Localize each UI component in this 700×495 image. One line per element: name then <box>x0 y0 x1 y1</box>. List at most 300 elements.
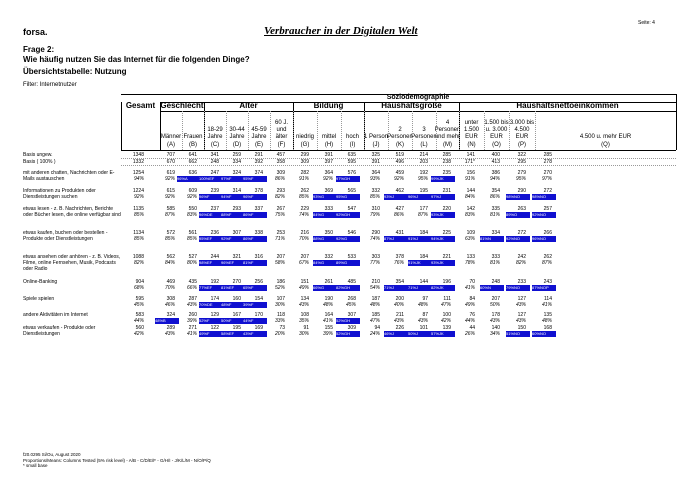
cell-count: 270 <box>232 279 241 285</box>
column-heading: 4.500 u. mehr EUR <box>579 134 632 140</box>
cell-percent: 43%F <box>243 331 267 337</box>
cell-percent: 92%F <box>221 236 245 242</box>
cell-percent: 30% <box>298 331 309 337</box>
cell-count: 496 <box>395 159 404 165</box>
cell-percent: 93%J <box>384 194 408 200</box>
cell-percent: 85% <box>133 212 144 218</box>
row-label: etwas ansehen oder anhören - z. B. Videos, Filme, online Fernsehen, Musik, Podcasts oder Radio <box>23 254 121 272</box>
cell-percent: 70% <box>298 236 309 242</box>
column-heading: 2 Personen <box>387 127 413 140</box>
cell-count: 226 <box>395 325 404 331</box>
cell-count: 641 <box>188 152 197 158</box>
cell-count: 207 <box>276 254 285 260</box>
cell-percent: 65%F <box>243 285 267 291</box>
cell-percent: 92% <box>164 194 175 200</box>
cell-percent: 49% <box>464 302 475 308</box>
cell-count: 427 <box>395 206 404 212</box>
cell-count: 546 <box>347 230 356 236</box>
cell-count: 585 <box>166 206 175 212</box>
cell-percent: 30% <box>274 302 285 308</box>
cell-count: 164 <box>324 312 333 318</box>
cell-percent: 93%JK <box>431 212 455 218</box>
cell-percent: 92% <box>393 176 404 182</box>
cell-percent: 42% <box>133 331 144 337</box>
cell-count: 186 <box>276 279 285 285</box>
cell-percent: 34% <box>489 331 500 337</box>
cell-count: 174 <box>210 296 219 302</box>
cell-percent: 94% <box>489 176 500 182</box>
cell-percent: 87% <box>417 212 428 218</box>
cell-percent: 100%EF <box>199 176 223 182</box>
cell-count: 595 <box>347 159 356 165</box>
rule <box>317 111 318 150</box>
cell-percent: 78% <box>464 260 475 266</box>
cell-percent: 43% <box>489 318 500 324</box>
row-label: mit anderen chatten, Nachrichten oder E-Mails austauschen <box>23 170 115 182</box>
cell-count: 272 <box>543 188 552 194</box>
cell-percent: 97%GH <box>336 176 360 182</box>
cell-percent: 45% <box>133 302 144 308</box>
cell-count: 462 <box>395 188 404 194</box>
cell-count: 583 <box>135 312 144 318</box>
cell-percent: 77%EF <box>199 285 223 291</box>
cell-count: 285 <box>543 152 552 158</box>
cell-count: 350 <box>324 230 333 236</box>
cell-count: 84 <box>469 296 475 302</box>
cell-count: 261 <box>324 279 333 285</box>
cell-count: 334 <box>232 159 241 165</box>
cell-percent: 81%F <box>243 260 267 266</box>
cell-count: 334 <box>491 230 500 236</box>
brand-logo: forsa. <box>23 27 48 37</box>
cell-percent: 97%J <box>431 194 455 200</box>
cell-percent: 96%NO <box>532 236 556 242</box>
cell-percent: 26% <box>464 331 475 337</box>
cell-percent: 82%GH <box>336 285 360 291</box>
cell-percent: 98%NO <box>532 194 556 200</box>
cell-count: 262 <box>300 188 309 194</box>
rule <box>160 111 676 112</box>
cell-count: 565 <box>347 188 356 194</box>
cell-percent: 50%F <box>221 318 245 324</box>
cell-count: 392 <box>254 159 263 165</box>
cell-count: 170 <box>254 312 263 318</box>
cell-count: 307 <box>232 230 241 236</box>
cell-percent: 49% <box>298 285 309 291</box>
cell-percent: 92%G <box>336 236 360 242</box>
cell-count: 185 <box>371 312 380 318</box>
cell-percent: 83% <box>186 212 197 218</box>
cell-count: 190 <box>324 296 333 302</box>
cell-percent: 35% <box>298 318 309 324</box>
column-code: (G) <box>300 142 310 148</box>
cell-percent: 86% <box>489 194 500 200</box>
cell-count: 76 <box>469 312 475 318</box>
cell-percent: 85% <box>186 236 197 242</box>
cell-percent: 46% <box>164 302 175 308</box>
cell-count: 282 <box>300 170 309 176</box>
cell-count: 333 <box>491 254 500 260</box>
cell-count: 167 <box>232 312 241 318</box>
cell-percent: 71%J <box>408 285 432 291</box>
column-code: (H) <box>324 142 334 148</box>
cell-percent: 43% <box>393 318 404 324</box>
filter-note: Filter: Internetnutzer <box>23 82 77 88</box>
cell-count: 272 <box>517 230 526 236</box>
cell-percent: 95%F <box>243 176 267 182</box>
cell-count: 271 <box>188 325 197 331</box>
column-heading: mittel <box>321 134 337 140</box>
cell-percent: 79%NO <box>506 285 530 291</box>
cell-count: 169 <box>254 325 263 331</box>
cell-count: 243 <box>543 279 552 285</box>
cell-count: 308 <box>166 296 175 302</box>
column-code: (M) <box>443 142 452 148</box>
cell-count: 307 <box>347 312 356 318</box>
footer-line: f20.0295 Si/Ou, August 2020 <box>23 452 81 457</box>
cell-percent: 66%G <box>313 285 337 291</box>
rule <box>121 150 676 151</box>
cell-count: 391 <box>371 159 380 165</box>
cell-percent: 85% <box>164 236 175 242</box>
cell-count: 151 <box>300 279 309 285</box>
cell-percent: 39% <box>322 331 333 337</box>
cell-percent: 91% <box>298 176 309 182</box>
cell-percent: 54% <box>369 285 380 291</box>
cell-count: 310 <box>371 206 380 212</box>
cell-count: 160 <box>232 296 241 302</box>
rule <box>509 111 510 150</box>
cell-percent: 92%NO <box>506 236 530 242</box>
cell-percent: 88%G <box>313 236 337 242</box>
column-heading: 18-29 Jahre <box>207 127 223 140</box>
rule <box>436 111 437 150</box>
column-code: (L) <box>420 142 428 148</box>
cell-count: 547 <box>347 206 356 212</box>
cell-percent: 82% <box>133 260 144 266</box>
column-heading: Männer <box>160 134 182 140</box>
cell-percent: 39%F <box>243 302 267 308</box>
sozio-heading: Soziodemographie <box>386 94 450 101</box>
cell-percent: 50% <box>489 302 500 308</box>
cell-count: 247 <box>210 170 219 176</box>
cell-count: 184 <box>419 230 428 236</box>
cell-count: 324 <box>166 312 175 318</box>
cell-count: 139 <box>442 325 451 331</box>
cell-count: 192 <box>210 279 219 285</box>
cell-count: 397 <box>324 159 333 165</box>
cell-percent: 82% <box>515 260 526 266</box>
cell-count: 109 <box>466 230 475 236</box>
cell-count: 270 <box>543 170 552 176</box>
column-heading: 45-59 Jahre <box>251 127 267 140</box>
cell-count: 457 <box>276 152 285 158</box>
rule <box>182 111 183 150</box>
cell-count: 354 <box>491 188 500 194</box>
cell-percent: 85% <box>298 194 309 200</box>
cell-count: 216 <box>300 230 309 236</box>
group-heading: Bildung <box>313 101 344 110</box>
cell-count: 210 <box>371 279 380 285</box>
cell-count: 550 <box>188 206 197 212</box>
cell-percent: 51%NO <box>506 331 530 337</box>
cell-percent: 57%JK <box>431 331 455 337</box>
cell-count: 309 <box>276 170 285 176</box>
column-heading: 1 Person <box>364 134 389 140</box>
cell-count: 235 <box>442 170 451 176</box>
cell-count: 576 <box>347 170 356 176</box>
cell-count: 609 <box>188 188 197 194</box>
cell-count: 378 <box>254 188 263 194</box>
cell-count: 268 <box>347 296 356 302</box>
cell-count: 413 <box>491 159 500 165</box>
cell-count: 333 <box>324 206 333 212</box>
cell-percent: 43% <box>186 302 197 308</box>
cell-count: 187 <box>371 296 380 302</box>
cell-count: 299 <box>300 152 309 158</box>
column-code: (J) <box>372 142 380 148</box>
column-heading: Frauen <box>183 134 203 140</box>
cell-count: 236 <box>210 230 219 236</box>
cell-count: 248 <box>491 279 500 285</box>
row-label: Online-Banking <box>23 279 58 285</box>
cell-count: 133 <box>466 254 475 260</box>
group-heading: Alter <box>239 101 258 110</box>
cell-count: 122 <box>210 325 219 331</box>
cell-percent: 89%O <box>506 212 530 218</box>
cell-count: 335 <box>491 206 500 212</box>
table-subtitle: Übersichtstabelle: Nutzung <box>23 67 127 76</box>
cell-percent: 58%EF <box>221 331 245 337</box>
cell-percent: 68% <box>133 285 144 291</box>
question-number: Frage 2: <box>23 45 55 54</box>
cell-percent: 97%F <box>221 176 245 182</box>
document-title: Verbraucher in der Digitalen Welt <box>264 25 418 37</box>
cell-count: 140 <box>491 325 500 331</box>
cell-count: 1224 <box>132 188 144 194</box>
cell-percent: 93%JK <box>431 260 455 266</box>
rule <box>484 111 485 150</box>
question-text: Wie häufig nutzen Sie das Internet für die folgenden Dinge? <box>23 55 250 64</box>
cell-count: 562 <box>166 254 175 260</box>
cell-percent: 89%G <box>336 260 360 266</box>
cell-count: 225 <box>442 230 451 236</box>
cell-percent: 43% <box>515 318 526 324</box>
cell-count: 636 <box>188 170 197 176</box>
cell-count: 144 <box>419 279 428 285</box>
column-heading: 1.500 bis u. 3.000 EUR <box>484 120 509 140</box>
cell-count: 287 <box>188 296 197 302</box>
cell-percent: 58% <box>274 260 285 266</box>
cell-percent: 98%EF <box>199 260 223 266</box>
cell-count: 229 <box>300 206 309 212</box>
cell-percent: 81%N <box>480 236 504 242</box>
cell-count: 207 <box>300 254 309 260</box>
cell-count: 289 <box>166 325 175 331</box>
cell-count: 203 <box>419 159 428 165</box>
cell-count: 259 <box>232 152 241 158</box>
cell-count: 129 <box>210 312 219 318</box>
cell-percent: 86%F <box>243 236 267 242</box>
cell-percent: 94%JK <box>431 236 455 242</box>
cell-percent: 80% <box>186 260 197 266</box>
cell-count: 285 <box>442 152 451 158</box>
cell-percent: 71%J <box>384 285 408 291</box>
cell-count: 374 <box>254 170 263 176</box>
cell-count: 314 <box>232 188 241 194</box>
cell-count: 290 <box>517 188 526 194</box>
footer-notes <box>23 452 211 469</box>
cell-count: 114 <box>544 296 552 302</box>
cell-count: 278 <box>543 159 552 165</box>
rule <box>248 111 249 150</box>
cell-percent: 91% <box>464 176 475 182</box>
cell-count: 332 <box>324 254 333 260</box>
cell-percent: 44% <box>464 318 475 324</box>
cell-count: 155 <box>324 325 333 331</box>
cell-count: 519 <box>395 152 404 158</box>
column-code: (C) <box>210 142 220 148</box>
cell-count: 290 <box>371 230 380 236</box>
cell-percent: 52%GH <box>336 318 360 324</box>
cell-count: 325 <box>371 152 380 158</box>
footer-line: Proportions/Means: Columns Tested (5% risk level) - A/B - C/D/E/F - G/H/I - J/K/L/M - N/O/P/Q <box>23 457 211 463</box>
cell-count: 303 <box>371 254 380 260</box>
cell-percent: 86% <box>393 212 404 218</box>
rule <box>459 111 460 150</box>
cell-percent: 92% <box>322 176 333 182</box>
cell-count: 171* <box>464 159 475 165</box>
cell-percent: 91%JK <box>408 260 432 266</box>
cell-count: 309 <box>300 159 309 165</box>
cell-count: 238 <box>442 159 451 165</box>
column-code: (P) <box>518 142 526 148</box>
cell-percent: 88%F <box>221 212 245 218</box>
column-code: (F) <box>277 142 286 148</box>
cell-count: 354 <box>395 279 404 285</box>
cell-count: 200 <box>395 296 404 302</box>
cell-count: 459 <box>395 170 404 176</box>
row-label: Basis ( 100% ) <box>23 159 56 165</box>
cell-percent: 75% <box>274 212 285 218</box>
cell-count: 341 <box>210 152 219 158</box>
cell-percent: 70% <box>164 285 175 291</box>
cell-count: 295 <box>517 159 526 165</box>
column-code: (O) <box>492 142 501 148</box>
cell-count: 322 <box>517 152 526 158</box>
cell-count: 127 <box>517 296 526 302</box>
cell-percent: 85% <box>369 194 380 200</box>
cell-percent: 92% <box>186 194 197 200</box>
cell-count: 904 <box>135 279 144 285</box>
cell-count: 97 <box>422 296 428 302</box>
cell-count: 94 <box>374 325 380 331</box>
cell-percent: 20% <box>274 331 285 337</box>
cell-percent: 96%EF <box>221 260 245 266</box>
cell-count: 1134 <box>133 230 144 236</box>
cell-count: 253 <box>276 230 285 236</box>
cell-percent: 48% <box>541 318 552 324</box>
cell-count: 358 <box>276 159 285 165</box>
cell-percent: 63% <box>464 236 475 242</box>
cell-percent: 43% <box>515 302 526 308</box>
cell-count: 242 <box>517 254 526 260</box>
cell-percent: 44% <box>133 318 144 324</box>
cell-count: 44 <box>469 325 475 331</box>
rule <box>204 111 205 150</box>
cell-count: 192 <box>419 170 428 176</box>
cell-percent: 86%F <box>243 212 267 218</box>
cell-percent: 84% <box>464 194 475 200</box>
cell-count: 256 <box>254 279 263 285</box>
cell-count: 263 <box>517 206 526 212</box>
column-heading: 3 Personen <box>411 127 437 140</box>
cell-percent: 60%NO <box>532 331 556 337</box>
cell-count: 561 <box>188 230 197 236</box>
cell-percent: 92% <box>133 194 144 200</box>
cell-count: 178 <box>491 312 500 318</box>
cell-percent: 42% <box>440 318 451 324</box>
cell-count: 1332 <box>132 159 144 165</box>
cell-percent: 47% <box>440 302 451 308</box>
cell-percent: 79% <box>369 212 380 218</box>
cell-count: 142 <box>466 206 475 212</box>
cell-count: 469 <box>166 279 175 285</box>
cell-percent: 93% <box>369 176 380 182</box>
cell-count: 279 <box>517 170 526 176</box>
cell-count: 595 <box>135 296 144 302</box>
cell-percent: 52% <box>274 285 285 291</box>
cell-percent: 50%J <box>408 331 432 337</box>
cell-count: 168 <box>543 325 552 331</box>
cell-percent: 95%EF <box>199 236 223 242</box>
rule <box>412 111 413 150</box>
group-heading: Haushaltsnettoeinkommen <box>516 101 619 110</box>
cell-percent: 81% <box>489 260 500 266</box>
cell-count: 615 <box>166 188 175 194</box>
cell-count: 1348 <box>132 152 144 158</box>
cell-percent: 99%JK <box>431 176 455 182</box>
cell-count: 220 <box>442 206 451 212</box>
cell-count: 378 <box>395 254 404 260</box>
cell-percent: 93%G <box>313 194 337 200</box>
cell-percent: 85% <box>133 236 144 242</box>
cell-percent: 87% <box>164 212 175 218</box>
cell-percent: 94% <box>133 176 144 182</box>
group-heading: Haushaltsgröße <box>381 101 442 110</box>
cell-count: 364 <box>324 170 333 176</box>
cell-percent: 48% <box>322 302 333 308</box>
column-code: (Q) <box>601 142 610 148</box>
rule <box>121 94 676 95</box>
cell-count: 156 <box>466 170 475 176</box>
cell-percent: 66% <box>186 285 197 291</box>
rule <box>341 111 342 150</box>
column-code: (B) <box>189 142 197 148</box>
cell-count: 244 <box>210 254 219 260</box>
cell-percent: 40% <box>393 302 404 308</box>
rule <box>388 111 389 150</box>
cell-count: 233 <box>517 279 526 285</box>
cell-percent: 96%F <box>199 194 223 200</box>
cell-percent: 83% <box>464 212 475 218</box>
cell-count: 211 <box>396 312 404 318</box>
total-heading: Gesamt <box>125 101 156 110</box>
column-heading: hoch <box>345 134 359 140</box>
cell-percent: 77% <box>369 260 380 266</box>
cell-percent: 74% <box>369 236 380 242</box>
cell-percent: 95% <box>417 176 428 182</box>
